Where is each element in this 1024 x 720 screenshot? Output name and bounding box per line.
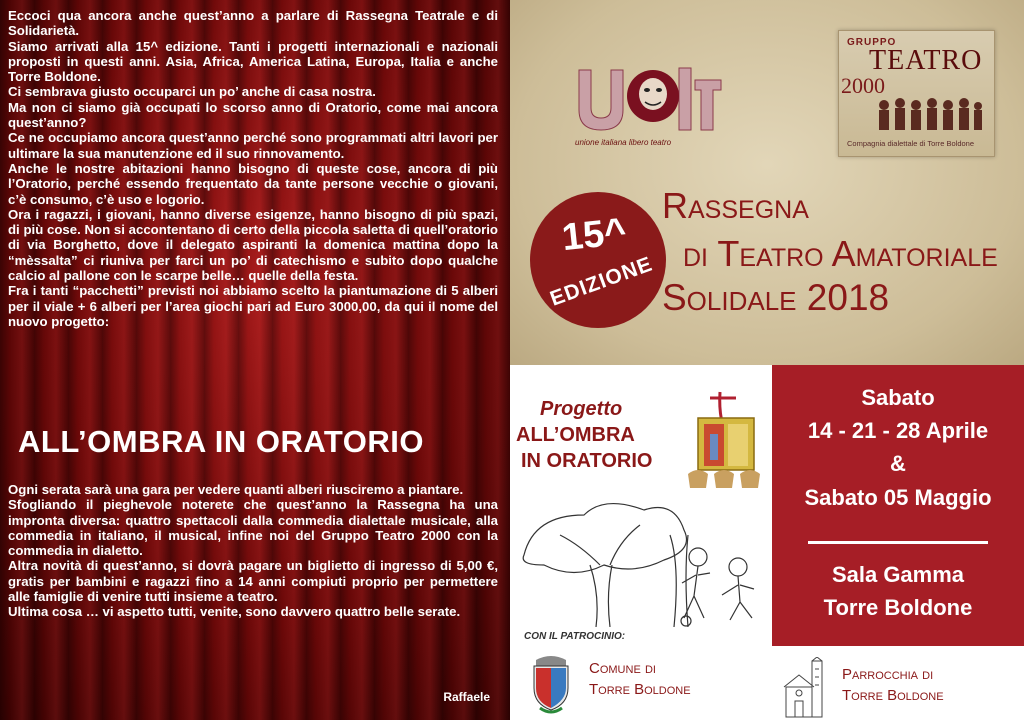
outro-paragraph: Sfogliando il pieghevole noterete che quest’anno la Rassegna ha una impronta diversa: quattro spettacoli dalla commedia dialettale musicale, alla commedia in italiano, il musical, infine noi del Gruppo Teatro 2000 con la commedia in dialetto. <box>8 497 498 559</box>
teatro-word: TEATRO <box>869 45 983 76</box>
project-headline: ALL’OMBRA IN ORATORIO <box>18 424 425 459</box>
comune-label-line2: Torre Boldone <box>589 681 691 698</box>
intro-paragraph: Eccoci qua ancora anche quest’anno a parlare di Rassegna Teatrale e di Solidarietà. <box>8 8 498 39</box>
ampersand: & <box>890 451 906 476</box>
intro-paragraph: Ma non ci siamo già occupati lo scorso anno di Oratorio, come mai ancora quest’anno? <box>8 99 498 131</box>
outro-paragraph: Ogni serata sarà una gara per vedere quanti alberi riusciremo a piantare. <box>8 482 464 497</box>
comune-crest-icon <box>528 652 574 716</box>
parrocchia-label-line1: Parrocchia di <box>842 666 934 683</box>
oratorio-door-logo <box>680 388 770 498</box>
project-name-line1: ALL’OMBRA <box>516 424 635 446</box>
outro-paragraph: Altra novità di quest’anno, si dovrà pagare un biglietto di ingresso di 5,00 €, gratis per bambini e ragazzi fino a 14 anni compiuti proprio per permettere alle famiglie di venire tutti insieme a teatro. <box>8 558 498 605</box>
parrocchia-label-line2: Torre Boldone <box>842 687 944 704</box>
venue-town: Torre Boldone <box>823 595 973 620</box>
teatro-caption: Compagnia dialettale di Torre Boldone <box>847 139 975 148</box>
intro-paragraph: Ce ne occupiamo ancora quest’anno perché sono programmati altri lavori per ultimare la sua manutenzione ed il suo rinnovamento. <box>8 130 498 161</box>
event-title-line3: Solidale 2018 <box>662 277 890 318</box>
project-name-line2: IN ORATORIO <box>521 450 653 472</box>
may-date: Sabato 05 Maggio <box>804 485 992 510</box>
uilt-caption: unione italiana libero teatro <box>575 138 672 147</box>
outro-text <box>8 482 498 620</box>
signature: Raffaele <box>443 690 490 704</box>
intro-paragraph: Siamo arrivati alla 15^ edizione. Tanti i progetti internazionali e nazionali proposti in questi anni. Asia, Africa, America Latina, Europa, Italia e anche Torre Boldone. <box>8 38 498 85</box>
project-label: Progetto <box>540 398 623 420</box>
april-dates: 14 - 21 - 28 Aprile <box>807 418 989 443</box>
teatro-gruppo-label: GRUPPO <box>847 37 897 48</box>
venue-name: Sala Gamma <box>831 562 965 587</box>
intro-text <box>8 8 498 329</box>
left-curtain-panel <box>0 0 510 720</box>
outro-paragraph: Ultima cosa … vi aspetto tutti, venite, sono davvero quattro belle serate. <box>8 604 461 620</box>
intro-paragraph: Ora i ragazzi, i giovani, hanno diverse esigenze, hanno bisogno di più spazi, di più cose. Non si accontentano di certo della piccola saletta di quell’oratorio di via Borghetto, dove il delegato aspiranti la domenica mattina dopo la “mèssalta” ci riuniva per farci un po’ di catechismo e subito dopo qualche calcio al pallone con le scarpe belle… quelle della festa. <box>8 206 498 284</box>
intro-paragraph: Fra i tanti “pacchetti” previsti noi abbiamo scelto la piantumazione di 5 alberi per il viale + 6 alberi per l’area giochi pari ad Euro 3000,00, da qui il nome del nuovo progetto: <box>8 283 498 329</box>
comune-label-line1: Comune di <box>589 660 656 677</box>
teatro-year: 2000 <box>841 73 885 98</box>
gruppo-teatro-2000-logo <box>838 30 995 157</box>
trees-children-illustration <box>520 495 770 627</box>
uilt-logo <box>575 62 725 134</box>
edition-label: EDIZIONE <box>547 252 656 311</box>
event-title-line1: Rassegna <box>662 185 809 226</box>
edition-badge <box>530 192 666 328</box>
church-icon <box>782 657 830 719</box>
date-day-label: Sabato <box>861 385 935 410</box>
event-title-line2: di Teatro Amatoriale <box>683 233 998 274</box>
intro-paragraph: Ci sembrava giusto occuparci un po’ anche di casa nostra. <box>8 84 376 100</box>
intro-paragraph: Anche le nostre abitazioni hanno bisogno di queste cose, ancora di più l’Oratorio, perché essendo frequentato da tante persone vecchie o giovani, c’è consumo, c’è uso e logorio. <box>8 160 498 207</box>
patronage-label: CON IL PATROCINIO: <box>524 631 626 642</box>
edition-number: 15^ <box>559 210 629 260</box>
divider <box>808 541 988 544</box>
dates-box <box>772 365 1024 646</box>
actors-group-icon <box>874 93 984 133</box>
